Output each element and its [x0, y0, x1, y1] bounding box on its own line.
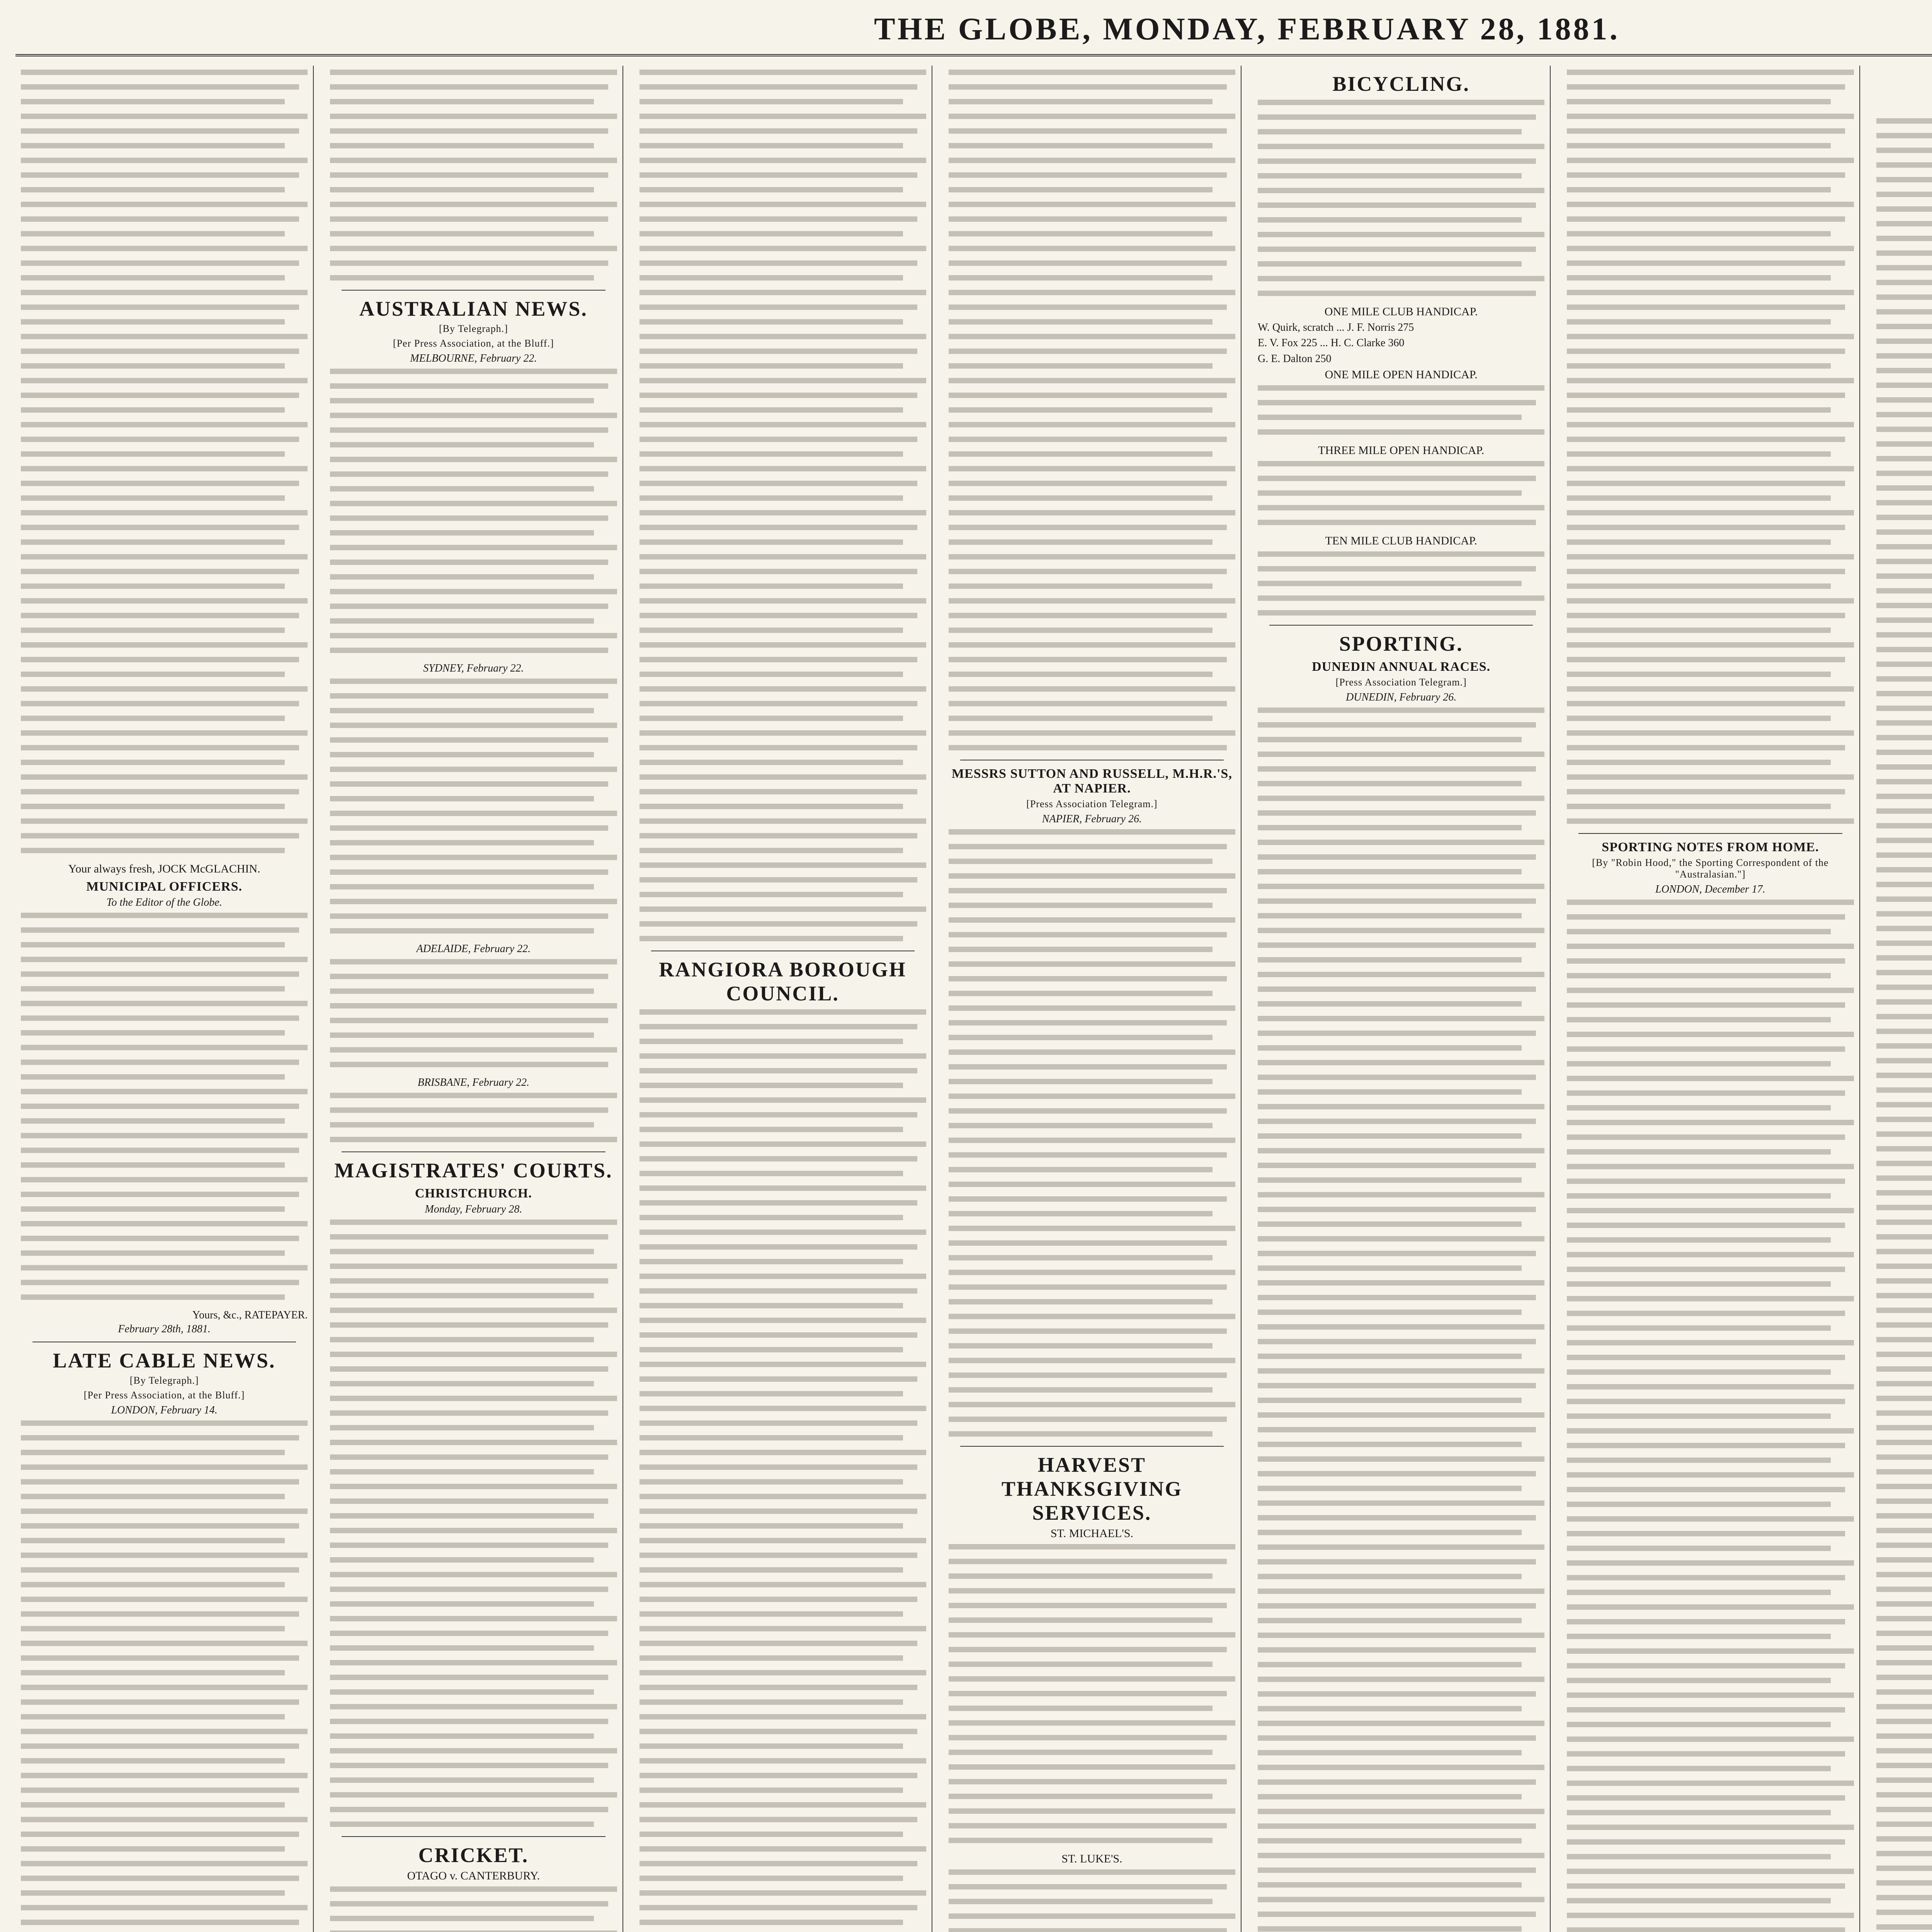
municipal-signature: Yours, &c., RATEPAYER.: [192, 1309, 308, 1321]
harvest-st-michaels: ST. MICHAEL'S.: [1050, 1527, 1133, 1540]
article-text: [330, 369, 617, 653]
magistrates-heading: MAGISTRATES' COURTS.: [334, 1159, 613, 1182]
separator: [342, 290, 605, 291]
article-text: [1258, 100, 1544, 296]
article-text: [639, 1009, 926, 1932]
bicycling-heading: BICYCLING.: [1332, 72, 1470, 95]
article-text: [949, 1544, 1235, 1843]
sporting-heading: SPORTING.: [1339, 632, 1463, 656]
separator: [342, 1151, 605, 1152]
late-cable-byline: [By Telegraph.]: [129, 1375, 199, 1386]
separator: [960, 1446, 1224, 1447]
australian-press: [Per Press Association, at the Bluff.]: [393, 338, 554, 349]
handicap-table: [1258, 385, 1544, 435]
adelaide-dateline: ADELAIDE, February 22.: [416, 943, 531, 955]
article-text: [949, 1869, 1235, 1932]
sporting-notes-heading: SPORTING NOTES FROM HOME.: [1602, 840, 1819, 854]
article-text: [1876, 118, 1932, 1932]
sutton-heading: MESSRS SUTTON AND RUSSELL, M.H.R.'S, AT NAPIER.: [951, 767, 1232, 796]
sporting-notes-byline: [By "Robin Hood," the Sporting Correspondent of the "Australasian."]: [1592, 857, 1829, 880]
separator: [342, 1836, 605, 1837]
article-text: [330, 1219, 617, 1827]
one-mile-open-handicap: ONE MILE OPEN HANDICAP.: [1325, 368, 1478, 381]
article-text: [330, 1886, 617, 1932]
magistrates-date: Monday, February 28.: [425, 1203, 522, 1215]
harvest-st-lukes: ST. LUKE'S.: [1061, 1852, 1122, 1865]
article-text: [1567, 900, 1854, 1932]
handicap-table: [1258, 551, 1544, 616]
letter-signature: Your always fresh, JOCK McGLACHIN.: [68, 862, 260, 875]
article-text: [21, 70, 308, 853]
rangiora-heading: RANGIORA BOROUGH COUNCIL.: [659, 958, 906, 1005]
article-text: [330, 959, 617, 1067]
article-text: [949, 70, 1235, 750]
literature-heading: [1876, 72, 1932, 96]
sutton-press: [Press Association Telegram.]: [1026, 798, 1158, 810]
separator: [1269, 625, 1533, 626]
magistrates-sub: CHRISTCHURCH.: [415, 1186, 532, 1201]
australian-news-heading: AUSTRALIAN NEWS.: [359, 297, 588, 320]
harvest-heading: HARVEST THANKSGIVING SERVICES.: [1001, 1453, 1182, 1524]
column-4: [943, 66, 1242, 1932]
handicap-row: W. Quirk, scratch ... J. F. Norris 275: [1258, 321, 1414, 333]
article-text: [21, 1420, 308, 1932]
article-text: [639, 70, 926, 941]
column-3: [634, 66, 932, 1932]
late-cable-dateline: LONDON, February 14.: [111, 1404, 218, 1416]
sporting-notes-dateline: LONDON, December 17.: [1655, 883, 1765, 895]
handicap-row: G. E. Dalton 250: [1258, 352, 1332, 365]
melbourne-dateline: MELBOURNE, February 22.: [410, 352, 537, 364]
column-2: [325, 66, 623, 1932]
column-5: [1252, 66, 1551, 1932]
australian-byline: [By Telegraph.]: [439, 323, 508, 334]
literature-sub: [1876, 100, 1932, 114]
article-text: [21, 913, 308, 1300]
municipal-heading: MUNICIPAL OFFICERS.: [86, 879, 242, 894]
sutton-dateline: NAPIER, February 26.: [1042, 813, 1142, 825]
cricket-heading: CRICKET.: [418, 1844, 529, 1867]
masthead-rule: [15, 54, 1932, 56]
municipal-subheading: To the Editor of the Globe.: [106, 896, 222, 908]
late-cable-press: [Per Press Association, at the Bluff.]: [83, 1389, 245, 1401]
article-text: [1567, 70, 1854, 824]
masthead-title: THE GLOBE, MONDAY, FEBRUARY 28, 1881.: [874, 11, 1620, 46]
separator: [1578, 833, 1842, 834]
ten-mile-handicap: TEN MILE CLUB HANDICAP.: [1325, 534, 1477, 548]
sydney-dateline: SYDNEY, February 22.: [423, 662, 524, 674]
handicap-row: E. V. Fox 225 ... H. C. Clarke 360: [1258, 337, 1405, 349]
column-1: [15, 66, 314, 1932]
dunedin-dateline: DUNEDIN, February 26.: [1346, 691, 1457, 704]
column-7: [1871, 66, 1932, 1932]
article-text: [330, 70, 617, 281]
late-cable-heading: LATE CABLE NEWS.: [53, 1349, 276, 1372]
three-mile-handicap: THREE MILE OPEN HANDICAP.: [1318, 444, 1485, 457]
columns: [15, 66, 1932, 1932]
dunedin-press: [Press Association Telegram.]: [1335, 677, 1467, 688]
dunedin-heading: DUNEDIN ANNUAL RACES.: [1312, 660, 1491, 674]
article-text: [330, 679, 617, 934]
article-text: [1258, 707, 1544, 1932]
article-text: [330, 1093, 617, 1142]
article-text: [949, 829, 1235, 1437]
handicap-table: [1258, 461, 1544, 525]
masthead: [15, 8, 1932, 50]
brisbane-dateline: BRISBANE, February 22.: [417, 1077, 530, 1088]
municipal-date: February 28th, 1881.: [118, 1323, 211, 1335]
cricket-sub: OTAGO v. CANTERBURY.: [407, 1869, 540, 1882]
one-mile-club-handicap: ONE MILE CLUB HANDICAP.: [1324, 305, 1478, 318]
column-6: [1561, 66, 1860, 1932]
